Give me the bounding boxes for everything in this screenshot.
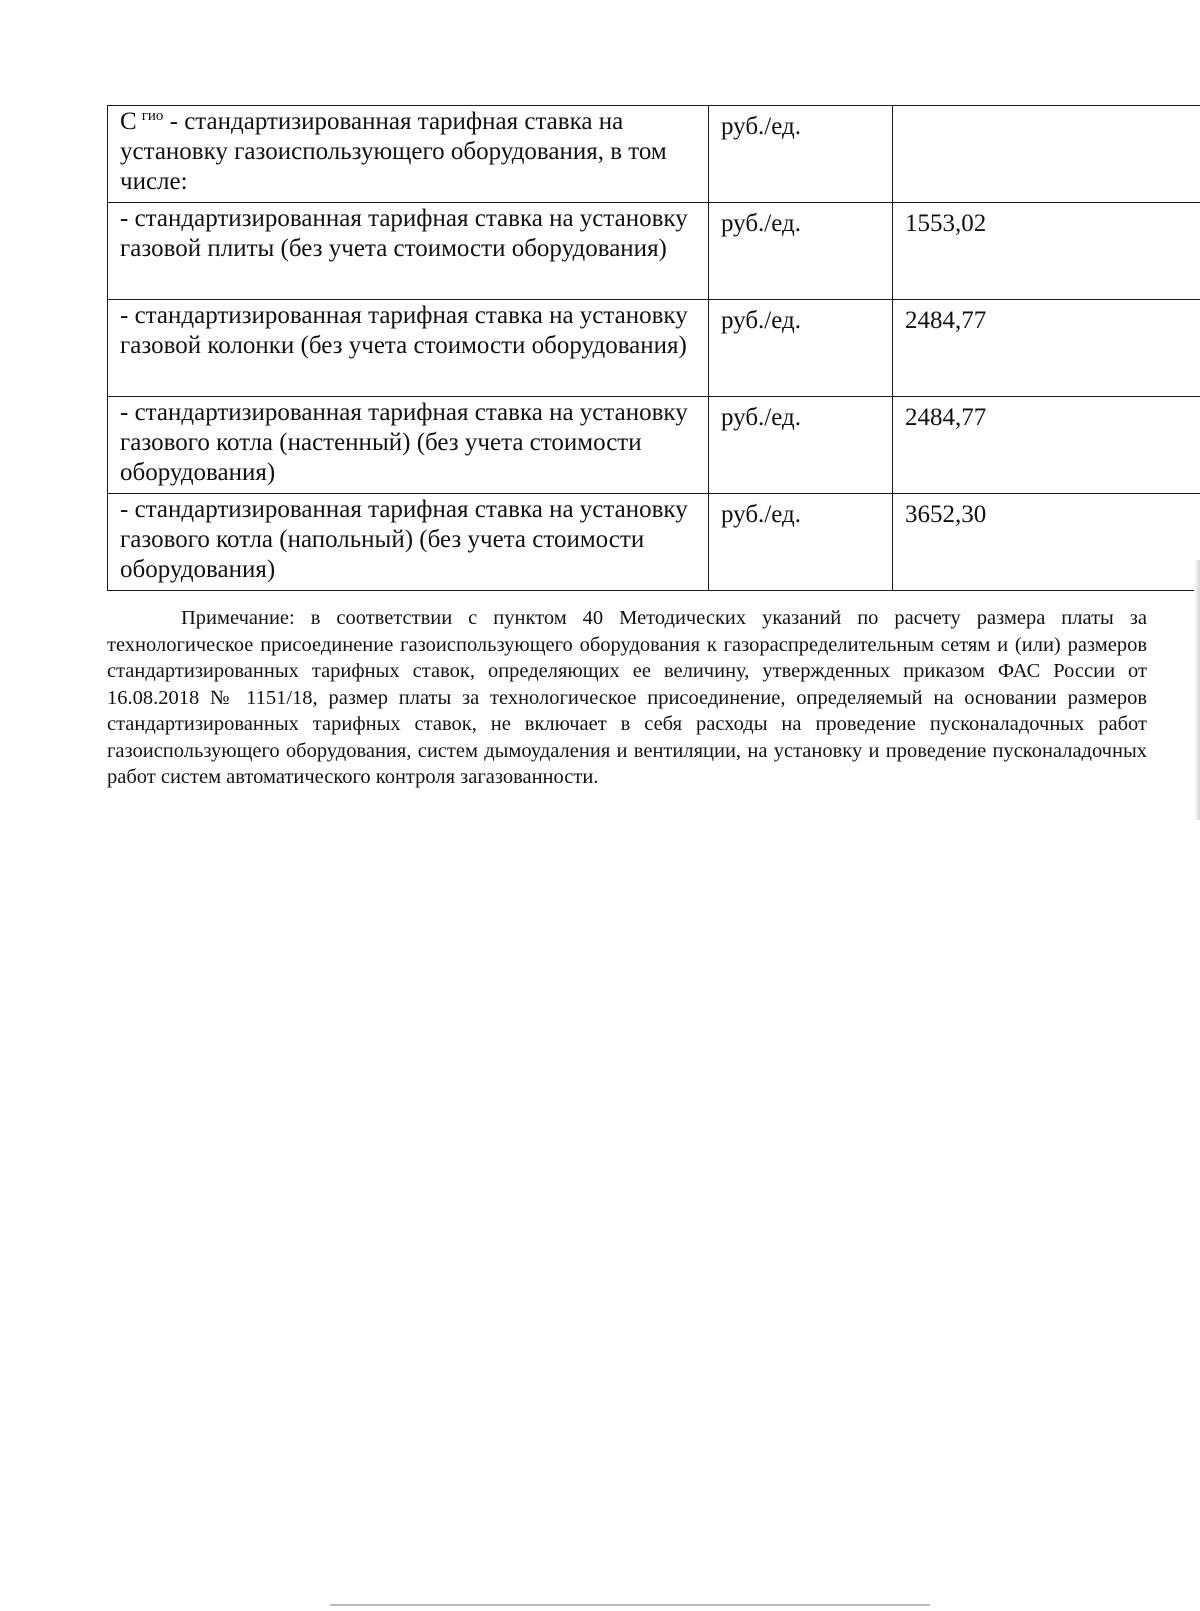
- rate-unit-cell: руб./ед.: [709, 300, 893, 397]
- rate-symbol: С $^{гио}$: [120, 108, 164, 135]
- rate-description-cell: - стандартизированная тарифная ставка на установку газового котла (напольный) (без учета стоимости оборудования): [108, 494, 709, 591]
- rate-value-cell: 1553,02: [893, 203, 1200, 300]
- table-row: [108, 203, 1200, 300]
- rate-description-cell: [108, 106, 709, 203]
- rate-value-cell: 2484,77: [893, 300, 1200, 397]
- table-row: [108, 300, 1200, 397]
- scan-bottom-line: [330, 1604, 930, 1606]
- rate-value-cell: 2484,77: [893, 397, 1200, 494]
- table-row: [108, 106, 1200, 203]
- rate-description-cell: - стандартизированная тарифная ставка на установку газовой колонки (без учета стоимости оборудования): [108, 300, 709, 397]
- table-row: [108, 494, 1200, 591]
- rate-unit-cell: руб./ед.: [709, 106, 893, 203]
- rate-unit-cell: руб./ед.: [709, 203, 893, 300]
- rate-symbol-superscript: гио: [141, 108, 164, 124]
- rate-description: - стандартизированная тарифная ставка на установку газоиспользующего оборудования, в том числе:: [120, 108, 667, 195]
- rate-value-cell: [893, 106, 1200, 203]
- scan-edge-shadow: [1194, 560, 1200, 820]
- table-row: [108, 397, 1200, 494]
- rate-description-cell: - стандартизированная тарифная ставка на установку газовой плиты (без учета стоимости оборудования): [108, 203, 709, 300]
- rate-description-cell: - стандартизированная тарифная ставка на установку газового котла (настенный) (без учета стоимости оборудования): [108, 397, 709, 494]
- tariff-rates-table: [107, 105, 1200, 591]
- note-paragraph: Примечание: в соответствии с пунктом 40 Методических указаний по расчету размера платы за технологическое присоединение газоиспользующего оборудования к газораспределительным сетям и (или) размеров стандартизированных тарифных ставок, определяющих ее величину, утвержденных приказом ФАС России от 16.08.2018 № 1151/18, размер платы за технологическое присоединение, определяемый на основании размеров стандартизированных тарифных ставок, не включает в себя расходы на проведение пусконаладочных работ газоиспользующего оборудования, систем дымоудаления и вентиляции, на установку и проведение пусконаладочных работ систем автоматического контроля загазованности.: [107, 607, 1147, 788]
- rate-value-cell: 3652,30: [893, 494, 1200, 591]
- rate-unit-cell: руб./ед.: [709, 397, 893, 494]
- rate-unit-cell: руб./ед.: [709, 494, 893, 591]
